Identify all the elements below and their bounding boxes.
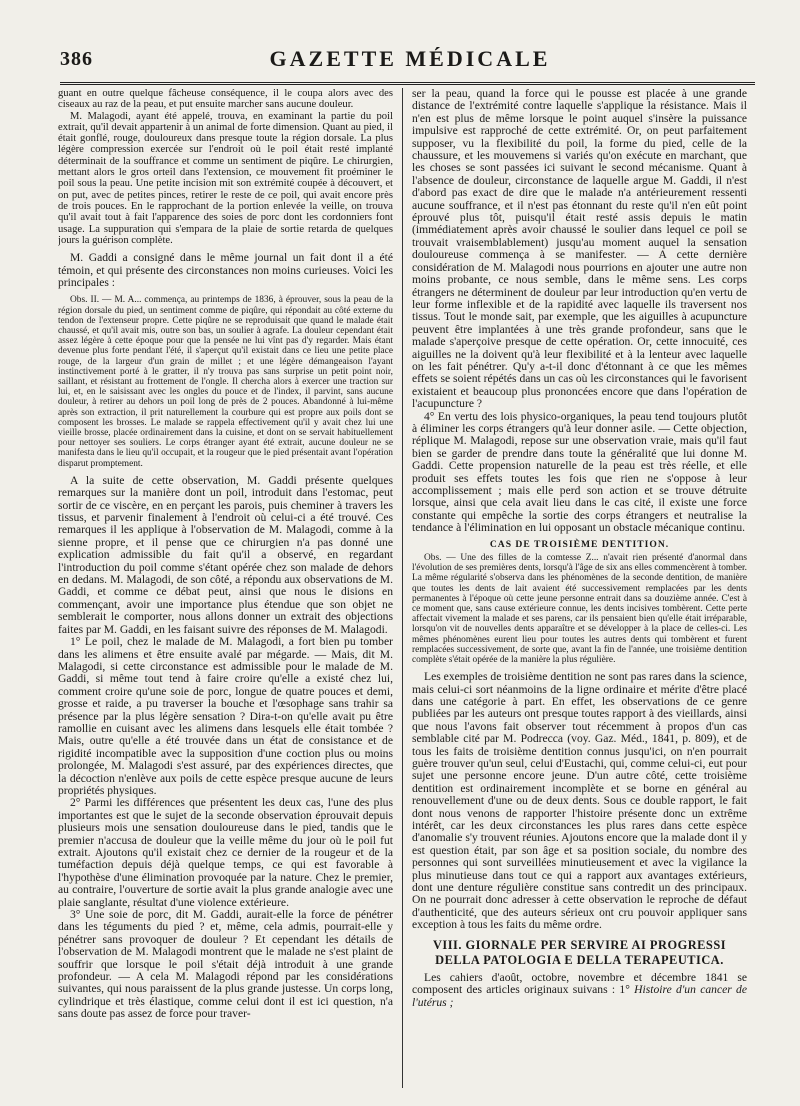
page-number: 386	[60, 48, 93, 70]
column-divider	[402, 88, 403, 1088]
paragraph: 4° En vertu des lois physico-organiques, la peau tend toujours plutôt à éliminer les corps étrangers qu'à leur donner asile. — Cette objection, réplique M. Malagodi, repose sur une observation vraie, mais qu'il faut bien se garder de prendre dans toute la généralité que lui donne M. Gaddi. Cette propension naturelle de la peau est très réelle, et elle produit ses effets toutes les fois que rien ne s'oppose à leur accomplissement ; mais elle perd son action et se trouve détruite lorsque, ainsi que cela avait lieu dans le cas cité, il existe une force constante qui empêche la sortie des corps étrangers et neutralise la tendance à l'élimination en lui opposant un obstacle mécanique continu.	[412, 409, 747, 535]
paragraph: M. Gaddi a consigné dans le même journal un fait dont il a été témoin, et qui présente des circonstances non moins curieuses. Voici les principales :	[58, 251, 393, 289]
paragraph	[412, 972, 747, 1009]
paragraph: 2° Parmi les différences que présentent les deux cas, l'une des plus importantes est que le sujet de la seconde observation éprouvait depuis plusieurs mois une sensation douloureuse dans le pied, tandis que le premier n'accusa de douleur que la veille même du jour où le poil fut extrait. Ajoutons qu'il existait chez ce dernier de la rougeur et de la tuméfaction depuis déjà quelque temps, ce qui est favorable à l'hypothèse d'une élimination provoquée par la nature. Chez le premier, au contraire, l'ouverture de sortie avait la plus grande analogie avec une plaie sanglante, résultat d'une violence extérieure.	[58, 796, 393, 909]
header-rule	[60, 82, 755, 85]
paragraph: 3° Une soie de porc, dit M. Gaddi, aurait-elle la force de pénétrer dans les téguments du pied ? et, même, cela admis, pourrait-elle y pénétrer sans provoquer de douleur ? Et cependant les détails de l'observation de M. Malagodi montrent que le malade ne s'est plaint de souffrir que lorsque le poil s'était déjà introduit à une grande profondeur. — A cela M. Malagodi répond par les considérations suivantes, qui nous paraissent de la plus grande justesse. Un corps long, cylindrique et très élastique, comme celui dont il est ici question, n'a sans doute pas assez de force pour traver-	[58, 908, 393, 1021]
paragraph-text: Les cahiers d'août, octobre, novembre et décembre 1841 se composent des articles originaux suivans : 1°	[412, 970, 747, 997]
right-column	[412, 88, 747, 1098]
paragraph: A la suite de cette observation, M. Gaddi présente quelques remarques sur la manière dont un poil, introduit dans l'estomac, peut sortir de ce viscère, en en perçant les parois, puis cheminer à travers les tissus, et parvenir finalement à l'endroit où celui-ci a été trouvé. Ces remarques il les applique à l'observation de M. Malagodi, comme à la sienne propre, et il pense que ce chirurgien n'a pas donné une explication admissible du fait qu'il a observé, en regardant l'introduction du poil comme s'étant opérée chez son malade de dehors en dedans. M. Malagodi, de son côté, a répondu aux observations de M. Gaddi, et comme ce débat peut, ainsi que nous le disions en commençant, avoir une importance plus étendue que son objet ne semblerait le comporter, nous allons donner un extrait des objections faites par M. Gaddi, en les faisant suivre des réponses de M. Malagodi.	[58, 473, 393, 636]
paragraph: ser la peau, quand la force qui le pousse est placée à une grande distance de l'extrémité contre laquelle s'applique la résistance. Mais il n'en est plus de même lorsque le point auquel s'insère la puissance impulsive est rapproché de cette extrémité. Or, on peut parfaitement supposer, vu la flexibilité du poil, la forme du pied, celle de la chaussure, et les mouvemens si variés qu'on exécute en marchant, que les choses se sont passées ici suivant le second mécanisme. Quant à l'absence de douleur, circonstance de laquelle argue M. Gaddi, il n'est d'abord pas exact de dire que le malade n'a antérieurement ressenti aucune souffrance, et il n'est pas étonnant du reste qu'il n'en eût point éprouvé plus tôt, puisqu'il était resté assis depuis le matin (immédiatement après avoir chaussé le soulier dans lequel ce poil se trouvait vraisemblablement) jusqu'au moment auquel la sensation douloureuse commença à se manifester. — A cette dernière considération de M. Malagodi nous pourrions en ajouter une autre non moins probante, ce nous semble, dans le même sens. Les corps étrangers ne déterminent de douleur par leur introduction qu'en vertu de leur forme inflexible et de la rapidité avec laquelle ils traversent nos tissus. Tout le monde sait, par exemple, que les aiguilles à acupuncture peuvent être implantées à une très grande profondeur, sans que le malade s'aperçoive presque de cette opération. Or, cette innocuité, ces aiguilles ne la doivent qu'à leur flexibilité et à la lenteur avec laquelle on les fait pénétrer. Qu'y a-t-il donc d'étonnant à ce que les mêmes effets se soient répétés dans un cas où les circonstances qui le favorisent existaient et beaucoup plus prononcées encore que dans l'opération de l'acupuncture ?	[412, 88, 747, 411]
paragraph: M. Malagodi, ayant été appelé, trouva, en examinant la partie du poil extrait, qu'il devait appartenir à un animal de forte dimension. Quant au pied, il était gonflé, rouge, douloureux dans presque toute la région dorsale. La plus légère compression exercée sur l'endroit où le poil était resté implanté déterminait de la souffrance et comme un sentiment de piqûre. Le chirurgien, mettant alors le gros orteil dans l'extension, ce mouvement fit proéminer le poil sous la peau. Une petite incision mit son extrémité coupée à découvert, et on put, avec de petites pinces, retirer le reste de ce poil, qui avait encore près de trois pouces. En le rapprochant de la portion enlevée la veille, on trouva qu'il avait tout à fait l'apparence des soies de porc dont les cordonniers font usage. La suppuration qui s'empara de la plaie de sortie retarda de quelques jours la guérison complète.	[58, 110, 393, 246]
observation: Obs. — Une des filles de la comtesse Z... n'avait rien présenté d'anormal dans l'évolution de ses premières dents, lorsqu'à l'âge de six ans elles commencèrent à tomber. La même régularité s'observa dans les phénomènes de la seconde dentition, de manière que toutes les dents de lait avaient été successivement remplacées par les dents permanentes à l'époque où cette jeune personne entrait dans sa douzième année. C'est à ce moment que, sans cause extérieure connue, les dents incisives tombèrent. Cette perte affectait vivement la malade et ses parens, car ils pensaient bien qu'elle était irréparable, lorsqu'on vit de nouvelles dents apparaître et se développer à la place de celles-ci. Les mêmes phénomènes eurent lieu pour toutes les autres dents qui tombèrent et furent remplacées successivement, de sorte que, avant la fin de l'année, une troisième dentition complète s'était opérée de la manière la plus régulière.	[412, 552, 747, 665]
paragraph: 1° Le poil, chez le malade de M. Malagodi, a fort bien pu tomber dans les alimens et être ensuite avalé par mégarde. — Mais, dit M. Malagodi, si cette circonstance est admissible pour le malade de M. Gaddi, si même tout tend à faire croire qu'elle a existé chez lui, comment croire qu'une soie de porc, longue de quatre pouces et demi, grosse et raide, a pu traverser la bouche et l'œsophage sans trahir sa présence par la plus légère sensation ? Dira-t-on qu'elle avait pu être ramollie en cuisant avec les alimens dans lesquels elle était tombée ? Mais, outre qu'elle a été trouvée dans un état de consistance et de rigidité incompatible avec la supposition d'une coction plus ou moins prolongée, M. Malagodi s'est assuré, par des expériences directes, que la décoction n'enlève aux poils de cette espèce presque aucune de leurs propriétés physiques.	[58, 635, 393, 797]
observation-2: Obs. II. — M. A... commença, au printemps de 1836, à éprouver, sous la peau de la région dorsale du pied, un sentiment comme de piqûre, qui répondait au côté externe du tendon de l'extenseur propre. Cette piqûre ne se reproduisait que quand le malade était chaussé, et qu'il avait mis, outre son bas, un soulier à agrafe. La douleur cependant était assez légère à cette époque pour que la pensée ne lui vînt pas d'y regarder. Mais étant devenue plus forte pendant l'été, il s'aperçut qu'il existait dans ce lieu une petite place rouge, de la largeur d'un grain de millet ; et une légère démangeaison l'ayant instinctivement porté à le gratter, il n'y trouva pas sans surprise un petit point noir, saillant, et résistant au frottement de l'ongle. Il chercha alors à exercer une traction sur lui, et, en le saisissant avec les ongles du pouce et de l'index, il parvint, sans aucune douleur, à retirer au dehors un poil long de près de 2 pouces. Abandonné à lui-même après son extraction, il prit naturellement la courbure qui est propre aux poils dont se composent les brosses. Le malade se rappela effectivement qu'il y avait chez lui une vieille brosse, placée ordinairement dans la cuisine, et dont on se servait habituellement pour nettoyer ses souliers. Le corps étranger ayant été extrait, aucune douleur ne se manifesta dans le lieu qu'il occupait, et la rougeur que le pied présentait avant l'opération disparut promptement.	[58, 295, 393, 469]
page-header	[60, 44, 760, 80]
left-column	[58, 88, 393, 1088]
section-heading-viii: VIII. GIORNALE PER SERVIRE AI PROGRESSI DELLA PATOLOGIA E DELLA TERAPEUTICA.	[432, 937, 727, 967]
article-title: Histoire d'un cancer de l'utérus ;	[412, 983, 747, 1009]
journal-title: GAZETTE MÉDICALE	[269, 46, 551, 71]
paragraph: guant en outre quelque fâcheuse conséquence, il le coupa alors avec des ciseaux au raz de la peau, et put ensuite marcher sans aucune douleur.	[58, 88, 393, 111]
section-heading: CAS DE TROISIÈME DENTITION.	[489, 538, 670, 550]
paragraph: Les exemples de troisième dentition ne sont pas rares dans la science, mais celui-ci sort néanmoins de la ligne ordinaire et mérite d'être placé dans une catégorie à part. En effet, les observations de ce genre publiées par les auteurs ont presque toutes rapport à des vieillards, ainsi que nous l'avons fait observer tout récemment à propos d'un cas semblable cité par M. Podrecca (voy. Gaz. Méd., 1841, p. 809), et de tous les faits de troisième dentition connus jusqu'ici, on n'en pourrait guère trouver qu'un seul, celui d'Eustachi, qui, comme celui-ci, eut pour sujet une personne encore jeune. D'un autre côté, cette troisième dentition est ordinairement incomplète et se borne en général au renouvellement d'une ou de deux dents. Sous ce double rapport, le fait dont nous venons de rapporter l'histoire présente donc un extrême intérêt, car les deux circonstances les plus rares dans cette espèce d'anomalie s'y trouvent réunies. Ajoutons encore que la malade dont il y est question était, par son âge et sa position sociale, du nombre des personnes qui sont surveillées minutieusement et avec la vigilance la plus minutieuse dans tout ce qui a rapport aux avantages extérieurs, dont une denture régulière constitue sans contredit un des principaux. On ne pourrait donc adresser à cette observation le reproche de défaut d'authenticité, que des auteurs sérieux ont cru pouvoir appliquer sans exception à tous les faits du même ordre.	[412, 670, 747, 932]
